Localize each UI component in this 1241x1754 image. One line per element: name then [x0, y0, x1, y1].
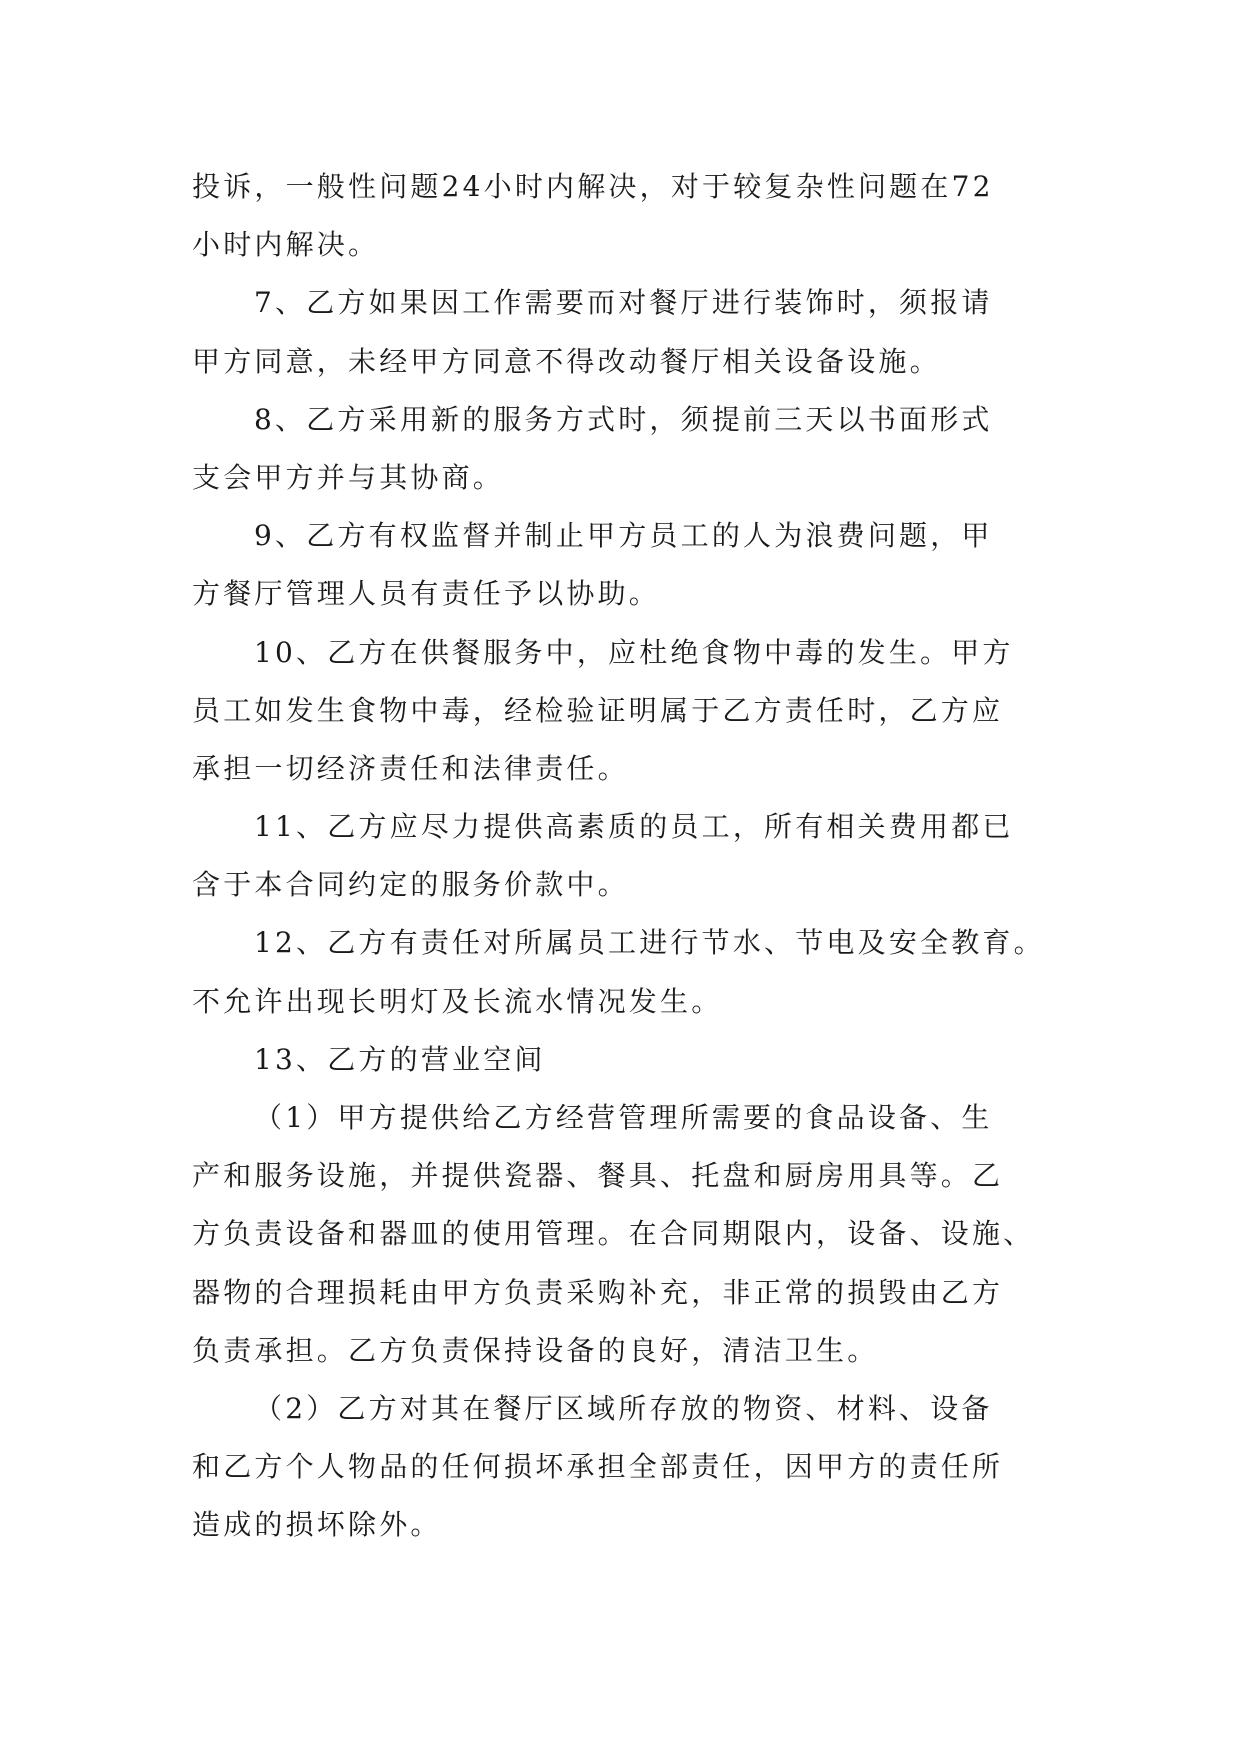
text-line: 造成的损坏除外。	[192, 1508, 442, 1542]
text-line: 方负责设备和器皿的使用管理。在合同期限内，设备、设施、	[192, 1217, 1035, 1251]
text-line: 投诉，一般性问题24小时内解决，对于较复杂性问题在72	[192, 170, 994, 203]
text-line: 方餐厅管理人员有责任予以协助。	[192, 577, 661, 611]
text-line: 8、乙方采用新的服务方式时，须提前三天以书面形式	[254, 402, 993, 436]
text-line: 12、乙方有责任对所属员工进行节水、节电及安全教育。	[254, 926, 1045, 960]
text-line: 9、乙方有权监督并制止甲方员工的人为浪费问题，甲	[254, 519, 993, 553]
text-line: （2）乙方对其在餐厅区域所存放的物资、材料、设备	[254, 1391, 993, 1425]
text-line: 产和服务设施，并提供瓷器、餐具、托盘和厨房用具等。乙	[192, 1159, 1004, 1193]
document-body	[192, 158, 1052, 1555]
text-line: 承担一切经济责任和法律责任。	[192, 751, 629, 785]
text-line: 不允许出现长明灯及长流水情况发生。	[192, 984, 723, 1018]
text-line: 11、乙方应尽力提供高素质的员工，所有相关费用都已	[254, 810, 1014, 844]
text-line: 10、乙方在供餐服务中，应杜绝食物中毒的发生。甲方	[254, 635, 1014, 669]
text-line: 含于本合同约定的服务价款中。	[192, 868, 629, 902]
text-line: （1）甲方提供给乙方经营管理所需要的食品设备、生	[254, 1101, 993, 1134]
text-line: 13、乙方的营业空间	[254, 1042, 546, 1076]
text-line: 器物的合理损耗由甲方负责采购补充，非正常的损毁由乙方	[192, 1275, 1004, 1309]
text-line: 7、乙方如果因工作需要而对餐厅进行装饰时，须报请	[254, 286, 993, 320]
text-line: 员工如发生食物中毒，经检验证明属于乙方责任时，乙方应	[192, 693, 1004, 727]
text-line: 负责承担。乙方负责保持设备的良好，清洁卫生。	[192, 1333, 879, 1367]
text-line: 支会甲方并与其协商。	[192, 460, 505, 494]
text-line: 甲方同意，未经甲方同意不得改动餐厅相关设备设施。	[192, 344, 941, 378]
text-line: 小时内解决。	[192, 228, 380, 262]
text-line: 和乙方个人物品的任何损坏承担全部责任，因甲方的责任所	[192, 1450, 1004, 1484]
